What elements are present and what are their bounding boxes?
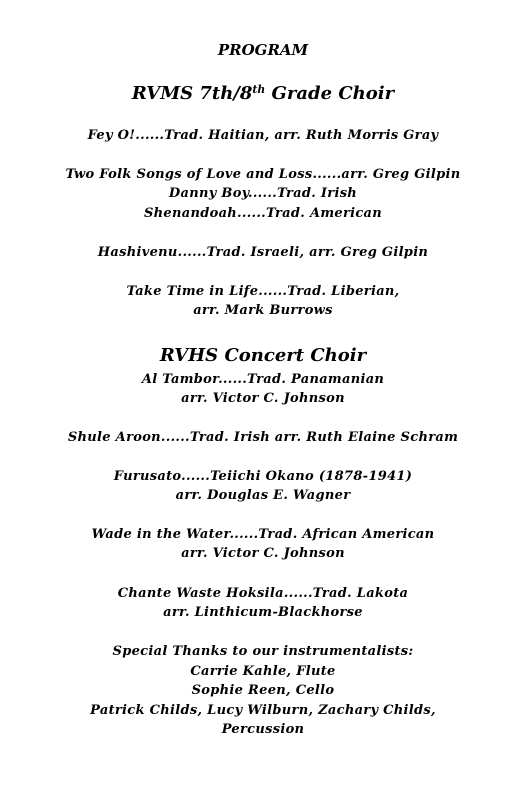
ordinal-suffix: th — [252, 83, 266, 97]
thanks-line: Sophie Reen, Cello — [191, 683, 335, 698]
high-school-heading: RVHS Concert Choir — [159, 345, 367, 366]
piece-line: Take Time in Life......Trad. Liberian, — [126, 284, 400, 299]
piece-line: arr. Linthicum-Blackhorse — [163, 605, 363, 620]
middle-school-heading — [0, 83, 526, 104]
piece-line: Danny Boy......Trad. Irish — [168, 186, 358, 201]
piece-line: Al Tambor......Trad. Panamanian — [141, 372, 385, 387]
piece-line: Shenandoah......Trad. American — [143, 206, 383, 221]
program-title: PROGRAM — [217, 41, 309, 59]
thanks-heading: Special Thanks to our instrumentalists: — [112, 644, 414, 659]
piece-line: Shule Aroon......Trad. Irish arr. Ruth Elaine Schram — [67, 430, 459, 445]
piece-line: arr. Mark Burrows — [193, 303, 333, 318]
thanks-line: Patrick Childs, Lucy Wilburn, Zachary Childs, — [90, 703, 436, 718]
middle-school-heading-text: RVMS 7th/8 — [131, 83, 253, 104]
piece-line: Hashivenu......Trad. Israeli, arr. Greg Gilpin — [97, 245, 429, 260]
piece-line: arr. Douglas E. Wagner — [175, 488, 351, 503]
thanks-line: Carrie Kahle, Flute — [190, 664, 336, 679]
piece-line: Fey O!......Trad. Haitian, arr. Ruth Morris Gray — [87, 128, 439, 143]
piece-line: arr. Victor C. Johnson — [181, 546, 345, 561]
piece-line: arr. Victor C. Johnson — [181, 391, 345, 406]
piece-line: Chante Waste Hoksila......Trad. Lakota — [117, 586, 409, 601]
thanks-line: Percussion — [221, 722, 305, 737]
piece-line: Two Folk Songs of Love and Loss......arr. Greg Gilpin — [65, 167, 461, 182]
piece-line: Wade in the Water......Trad. African American — [91, 527, 435, 542]
middle-school-heading-suffix: Grade Choir — [265, 83, 395, 104]
piece-line: Furusato......Teiichi Okano (1878-1941) — [113, 469, 413, 484]
